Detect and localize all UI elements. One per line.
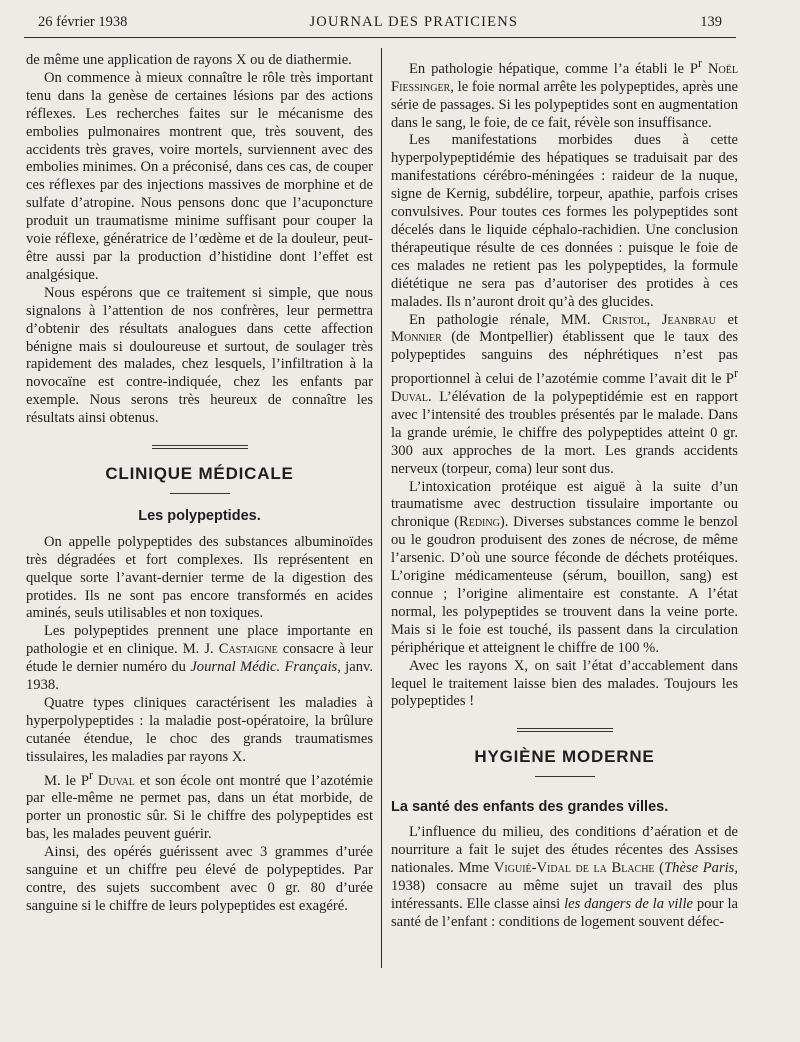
- paragraph: M. le $P^r$ Duval et son école ont montré que l’azotémie par elle-même ne permet pas, dans un état morbide, de porter un pronostic sûr. Si le chiffre des polypeptides est bas, les malades peuvent guérir.: [26, 767, 373, 843]
- column-divider: [381, 48, 382, 968]
- running-header: [38, 14, 722, 36]
- header-rule: [24, 37, 736, 38]
- title-rule: [170, 493, 230, 494]
- title-rule: [535, 776, 595, 777]
- paragraph: Avec les rayons X, on sait l’état d’accablement dans lequel le traitement laisse bien des malades. Toujours les polypeptides !: [391, 657, 738, 710]
- paragraph: En pathologie rénale, MM. Cristol, Jeanbrau et Monnier (de Montpellier) établissent que le taux des polypeptides sanguins des néphrétiques n’est pas proportionnel à celui de l’azotémie comme l’avait dit le $P^r$ Duval. L’élévation de la polypeptidémie est en rapport avec l’intensité des troubles présentés par le malade. Dans la grande urémie, le chiffre des polypeptides atteint 0 gr. 300 aux approches de la mort. Les grands accidents nerveux (torpeur, coma) leur sont dus.: [391, 311, 738, 477]
- paragraph: Les manifestations morbides dues à cette hyperpolypeptidémie des hépatiques se traduisait par des manifestations cérébro-méningées : raideur de la nuque, signe de Kernig, subdélire, torpeur, apathie, parfois crises convulsives. Pour toutes ces formes les polypeptides sont décelés dans le liquide céphalo-rachidien. Une conclusion thérapeutique résulte de ces données : puisque le foie de ces malades ne retient pas les polypeptides, la formule diététique ne sera pas d’autoriser des protides à ces malades. Ils n’auront droit qu’à des glucides.: [391, 132, 738, 310]
- author-name: Duval: [97, 772, 135, 789]
- header-date: 26 février 1938: [38, 14, 128, 30]
- paragraph: de même une application de rayons X ou de diathermie.: [26, 52, 352, 68]
- header-journal-title: JOURNAL DES PRATICIENS: [309, 14, 519, 30]
- author-name: Noël Fiessinger: [391, 60, 738, 95]
- right-column: [391, 55, 738, 932]
- section-title-hygiene: HYGIÈNE MODERNE: [474, 747, 655, 767]
- section-separator: [517, 728, 613, 733]
- paragraph: Les polypeptides prennent une place importante en pathologie et en clinique. M. J.​ Castaigne consacre à leur étude le dernier numéro du Journal Médic. Français, janv. 1938.: [26, 623, 374, 694]
- author-name: Reding: [458, 514, 500, 531]
- section-title-clinique: CLINIQUE MÉDICALE: [105, 464, 294, 484]
- header-page-number: 139: [700, 14, 722, 30]
- paragraph: Ainsi, des opérés guérissent avec 3 grammes d’urée sanguine et un chiffre peu élevé de polypeptides. Par contre, des sujets succombent avec 0 gr. 80 d’urée sanguine si le chiffre de leurs polypeptides est exagéré.: [26, 844, 373, 914]
- author-name: Monnier: [391, 329, 442, 346]
- author-name: Duval: [391, 389, 429, 406]
- thesis-citation: Thèse Paris,: [664, 859, 738, 876]
- paragraph: Quatre types cliniques caractérisent les maladies à hyperpolypeptides : la maladie post-opératoire, la brûlure cutanée étendue, le choc des grands traumatismes tissulaires, les maladies par rayons X.: [26, 695, 373, 765]
- article-title-polypeptides: Les polypeptides.: [138, 507, 261, 524]
- article-title-sante-enfants: La santé des enfants des grandes villes.: [391, 799, 669, 816]
- author-name: Castaigne: [218, 641, 278, 658]
- paragraph: En pathologie hépatique, comme l’a établi le $P^r$ Noël Fiessinger, le foie normal arrête les polypeptides, après une série de passages. Si les polypeptides sont en augmentation dans le sang, le foie, de ce fait, révèle son insuffisance.: [391, 56, 738, 131]
- author-name: Viguié-Vidal de la Blache: [493, 859, 655, 876]
- left-column: [26, 52, 373, 916]
- paragraph: L’intoxication protéique est aiguë à la suite d’un traumatisme avec destruction tissulaire importante ou chronique (Reding). Diverses substances comme le benzol ou le goudron produisent des zones de nécrose, de même l’arsenic. D’où une source féconde de déchets protéiques. L’origine médicamenteuse (sérum, bouillon, sang) est connue ; l’origine alimentaire est constante. A l’état normal, les polypeptides se trouvent dans la veine porte. Mais si le foie est touché, ils passent dans la circulation périphérique et atteignent le chiffre de 100 %.: [391, 478, 738, 656]
- author-name: Cristol, Jeanbrau: [602, 311, 716, 328]
- paragraph: Nous espérons que ce traitement si simple, que nous signalons à l’attention de nos confrères, leur permettra d’obtenir des résultats analogues dans cette affection bénigne mais si douloureuse et surtout, de soulager très rapidement des malades, chez lesquels, l’infiltration à la novocaïne est contre-indiquée, chez les enfants par exemple. Nous serons très heureux de connaître les résultats ainsi obtenus.: [26, 284, 373, 427]
- emphasis: les dangers de la ville: [564, 895, 693, 912]
- paragraph: On commence à mieux connaître le rôle très important tenu dans la genèse de certaines lésions par des actions réflexes. Les recherches faites sur le mécanisme des embolies pulmonaires montrent que, très souvent, des accidents très graves, voire mortels, surviennent avec des embolies minimes. On a préconisé, dans ces cas, de couper ces réflexes par des injections massives de morphine et de sulfate d’atropine. Nous pensons donc que l’acuponcture produit un traumatisme minime suffisant pour couper la voie réflexe, génératrice de l’œdème et de la douleur, peut-être aussi par la production d’histidine dont l’effet est analgésique.: [26, 69, 373, 283]
- journal-citation: Journal Médic. Français: [190, 659, 338, 676]
- paragraph: On appelle polypeptides des substances albuminoïdes très dégradées et fort complexes. Ils représentent en quelque sorte l’avant-dernier terme de la digestion des protides. Ils ne sont pas encore transformés en acides aminés, seuls utilisables et non toxiques.: [26, 533, 373, 622]
- section-separator: [152, 445, 248, 450]
- paragraph: L’influence du milieu, des conditions d’aération et de nourriture a fait le sujet des études récentes des Assises nationales. Mme Viguié-Vidal de la Blache (Thèse Paris, 1938) consacre au même sujet un travail des plus intéressants. Elle classe ainsi les dangers de la ville pour la santé de l’enfant : conditions de logement souvent défec-: [391, 824, 738, 930]
